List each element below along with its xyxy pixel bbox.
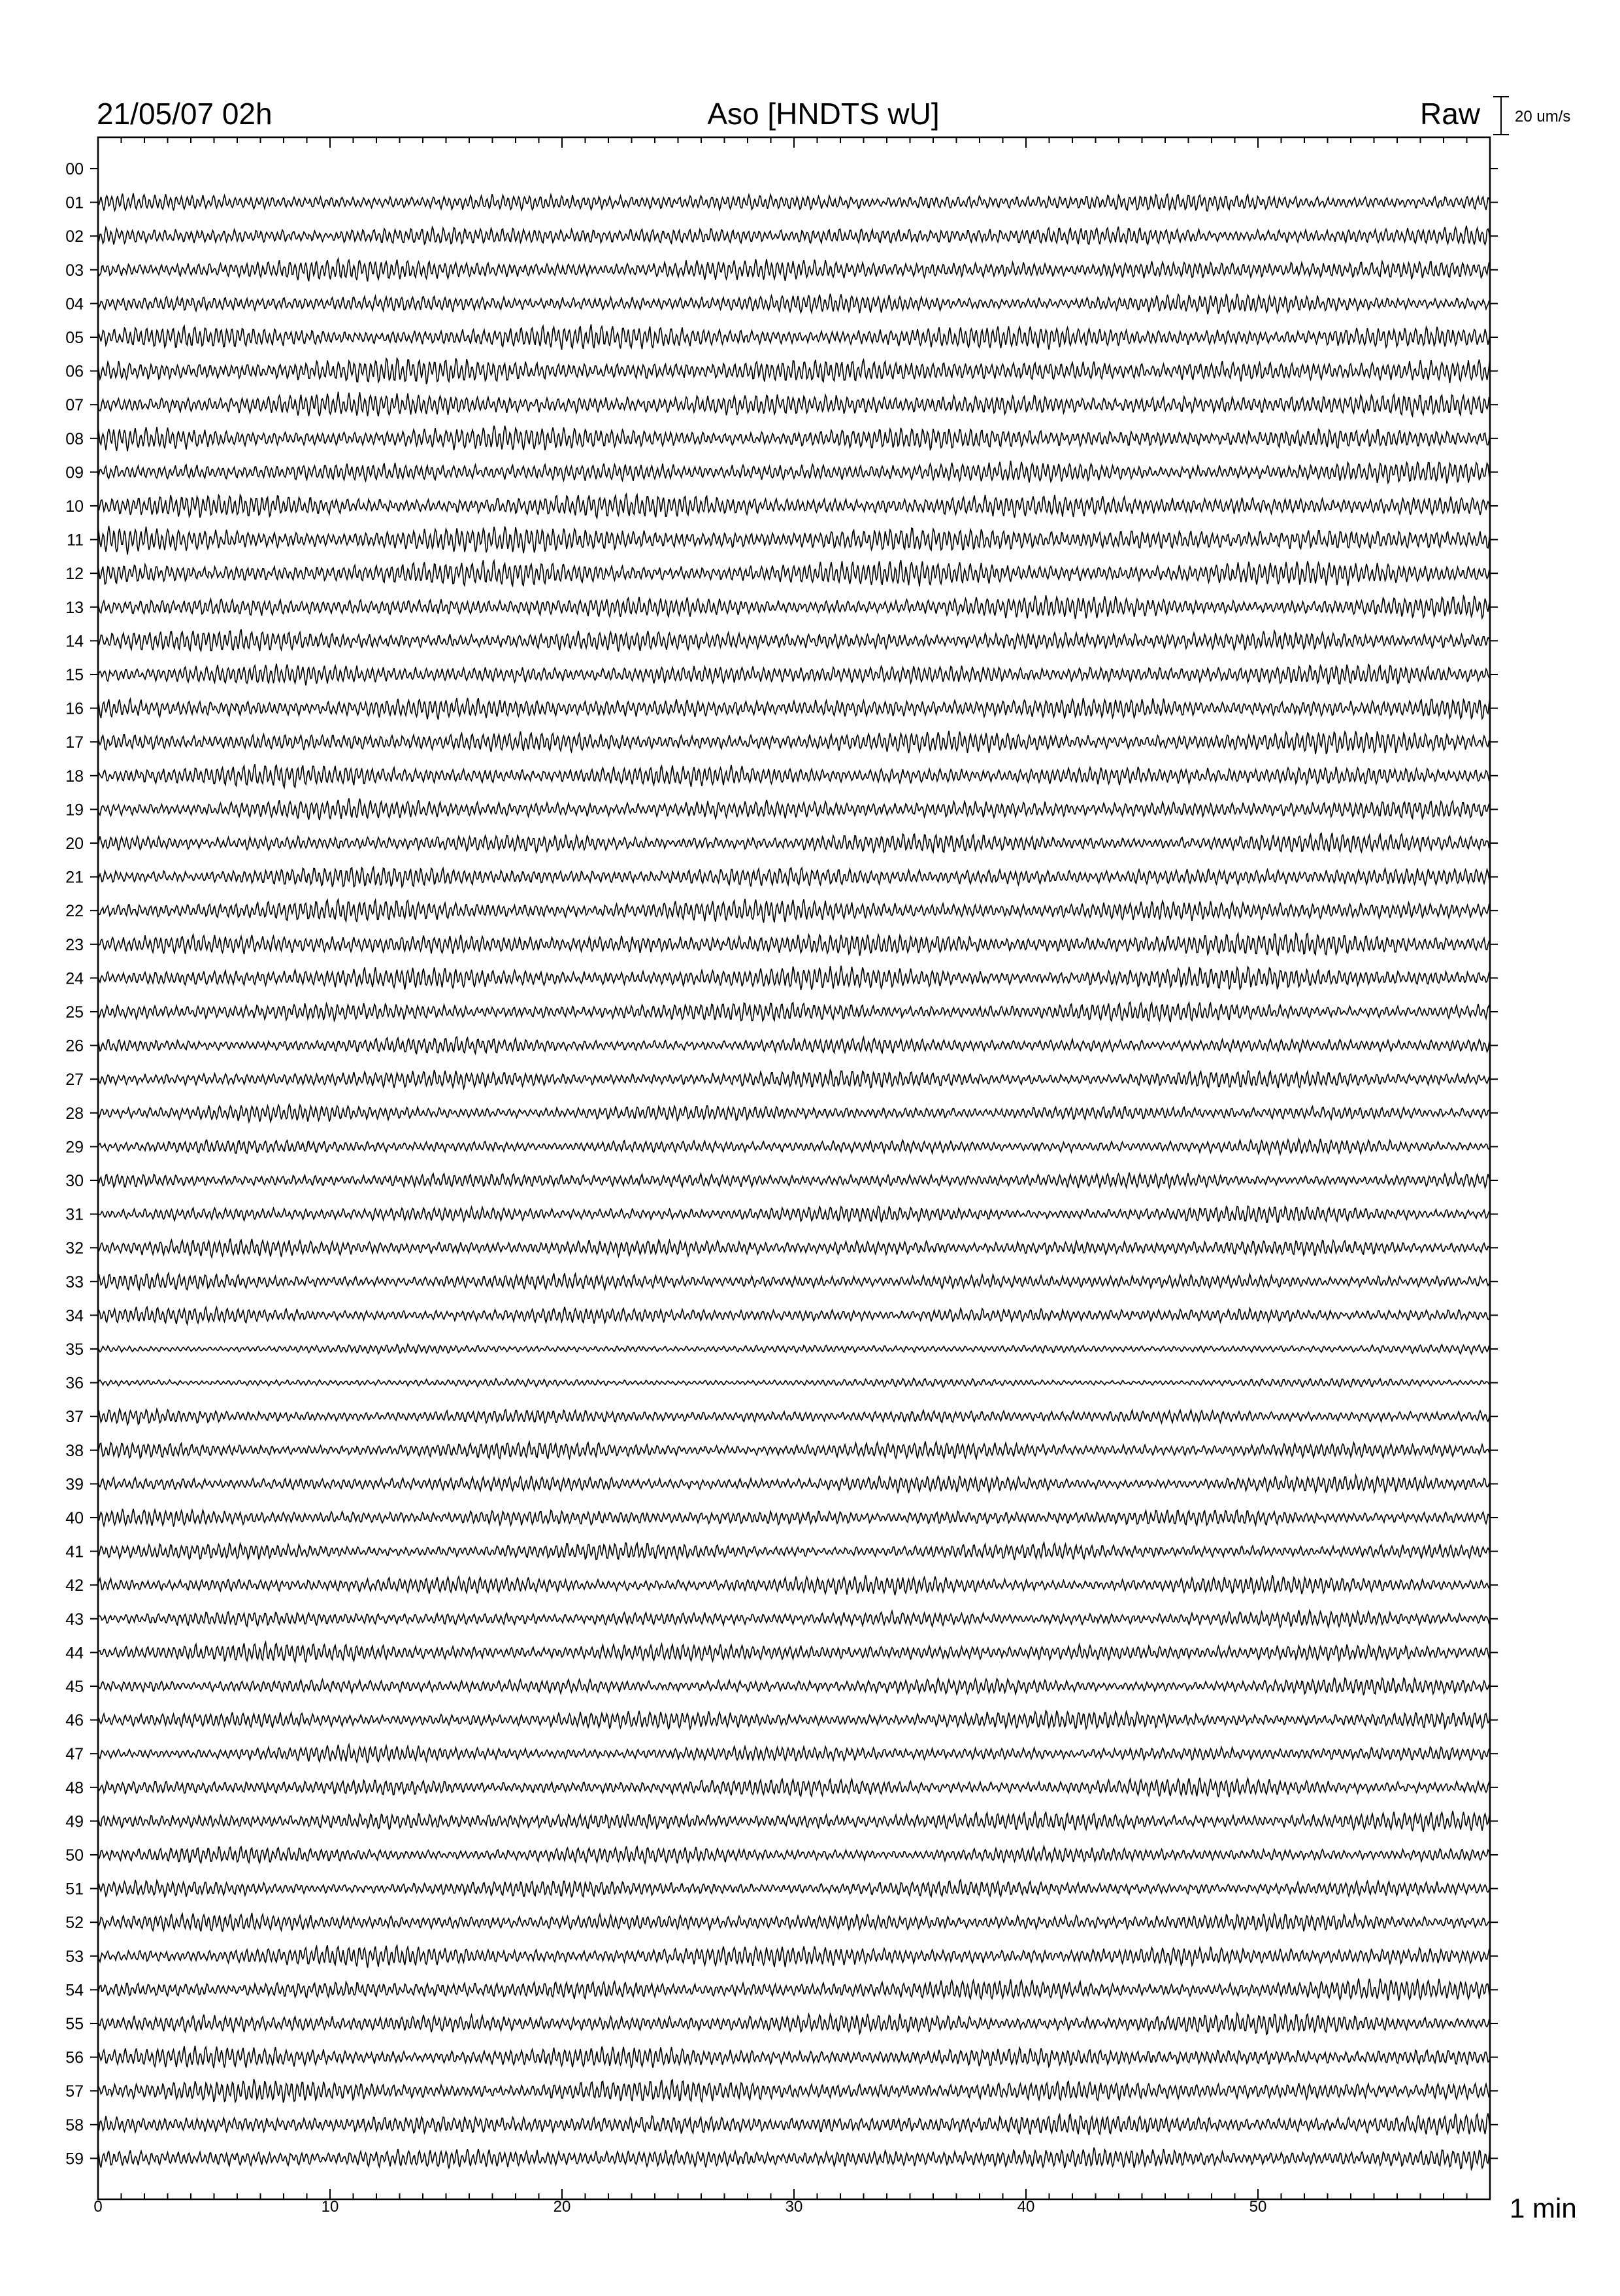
seismic-trace (98, 293, 1490, 314)
seismic-trace (98, 1378, 1490, 1387)
row-label: 47 (65, 1745, 84, 1764)
seismic-trace (98, 1037, 1490, 1054)
row-label: 16 (65, 699, 84, 718)
seismic-trace (98, 1711, 1490, 1730)
row-label: 50 (65, 1846, 84, 1865)
row-label: 48 (65, 1778, 84, 1797)
seismic-trace (98, 1409, 1490, 1425)
row-label: 17 (65, 733, 84, 752)
row-label: 52 (65, 1914, 84, 1933)
seismic-trace (98, 2079, 1490, 2103)
row-label: 54 (65, 1981, 84, 2000)
seismic-trace (98, 1678, 1490, 1695)
seismic-trace (98, 1173, 1490, 1188)
row-label: 35 (65, 1340, 84, 1359)
mode-label: Raw (1419, 97, 1480, 131)
seismic-trace (98, 764, 1490, 788)
frame-ticks (90, 137, 1498, 2199)
seismic-trace (98, 2013, 1490, 2034)
row-label: 44 (65, 1644, 84, 1663)
seismic-trace (98, 1778, 1490, 1797)
row-label: 41 (65, 1542, 84, 1561)
seismic-trace (98, 358, 1490, 384)
row-label: 45 (65, 1678, 84, 1696)
row-label: 19 (65, 801, 84, 820)
row-label: 31 (65, 1205, 84, 1224)
row-label: 12 (65, 565, 84, 584)
seismic-trace (98, 1105, 1490, 1122)
seismic-trace (98, 2046, 1490, 2068)
seismic-trace (98, 698, 1490, 720)
seismic-trace (98, 1880, 1490, 1897)
row-label: 21 (65, 868, 84, 887)
row-label: 58 (65, 2116, 84, 2135)
x-tick-label: 10 (321, 2198, 339, 2216)
seismic-trace (98, 899, 1490, 922)
seismic-trace (98, 867, 1490, 887)
row-label: 46 (65, 1711, 84, 1730)
seismic-trace (98, 1978, 1490, 2001)
seismic-trace (98, 1811, 1490, 1832)
seismic-trace (98, 1642, 1490, 1663)
row-label: 06 (65, 362, 84, 381)
time-unit-label: 1 min (1510, 2193, 1577, 2223)
seismic-trace (98, 1206, 1490, 1222)
seismic-trace (98, 324, 1490, 350)
row-labels (65, 160, 84, 2168)
seismic-trace (98, 1846, 1490, 1863)
row-label: 55 (65, 2015, 84, 2033)
x-tick-label: 0 (93, 2198, 103, 2216)
row-label: 57 (65, 2082, 84, 2101)
row-label: 53 (65, 1947, 84, 1966)
seismic-trace (98, 461, 1490, 484)
row-label: 59 (65, 2150, 84, 2169)
seismic-trace (98, 560, 1490, 586)
seismic-trace (98, 798, 1490, 820)
row-label: 14 (65, 632, 84, 651)
plot-frame (98, 137, 1490, 2199)
row-label: 43 (65, 1610, 84, 1629)
row-label: 15 (65, 666, 84, 684)
row-label: 00 (65, 160, 84, 178)
row-label: 09 (65, 463, 84, 482)
seismic-trace (98, 1744, 1490, 1763)
row-label: 13 (65, 598, 84, 617)
row-label: 23 (65, 935, 84, 954)
seismic-trace (98, 1273, 1490, 1289)
seismic-trace (98, 2114, 1490, 2136)
scale-bar-label: 20 um/s (1515, 108, 1571, 125)
row-label: 30 (65, 1172, 84, 1190)
seismic-trace (98, 1139, 1490, 1155)
seismic-trace (98, 226, 1490, 245)
row-label: 36 (65, 1374, 84, 1393)
row-label: 08 (65, 429, 84, 448)
row-label: 32 (65, 1239, 84, 1258)
seismic-trace (98, 392, 1490, 416)
row-label: 34 (65, 1306, 84, 1325)
row-label: 26 (65, 1037, 84, 1056)
row-label: 56 (65, 2048, 84, 2067)
seismic-trace (98, 1070, 1490, 1088)
row-label: 07 (65, 396, 84, 415)
row-label: 39 (65, 1475, 84, 1494)
row-label: 05 (65, 329, 84, 347)
row-label: 02 (65, 227, 84, 246)
row-label: 49 (65, 1812, 84, 1831)
seismic-trace (98, 526, 1490, 555)
row-label: 42 (65, 1576, 84, 1595)
x-tick-label: 40 (1017, 2198, 1035, 2216)
seismic-trace (98, 595, 1490, 619)
row-label: 27 (65, 1071, 84, 1090)
row-label: 03 (65, 261, 84, 280)
row-label: 11 (67, 531, 84, 550)
x-tick-label: 30 (785, 2198, 803, 2216)
row-label: 22 (65, 902, 84, 921)
row-label: 37 (65, 1408, 84, 1427)
row-label: 29 (65, 1138, 84, 1157)
seismic-trace (98, 1307, 1490, 1325)
row-label: 40 (65, 1509, 84, 1527)
row-label: 38 (65, 1441, 84, 1460)
seismic-trace (98, 629, 1490, 652)
x-tick-labels (93, 2198, 1266, 2216)
seismic-trace (98, 1610, 1490, 1627)
row-label: 18 (65, 767, 84, 786)
seismic-trace (98, 1002, 1490, 1022)
row-label: 28 (65, 1104, 84, 1123)
seismic-trace (98, 1441, 1490, 1459)
seismic-trace (98, 1542, 1490, 1559)
trace-group (98, 169, 1490, 2169)
seismic-trace (98, 664, 1490, 686)
seismic-trace (98, 966, 1490, 990)
row-label: 20 (65, 835, 84, 853)
seismic-trace (98, 425, 1490, 451)
seismic-trace (98, 1344, 1490, 1354)
seismic-trace (98, 1239, 1490, 1257)
seismic-trace (98, 193, 1490, 211)
seismic-trace (98, 494, 1490, 518)
datetime-label: 21/05/07 02h (97, 97, 273, 131)
seismic-trace (98, 1509, 1490, 1527)
x-tick-label: 20 (553, 2198, 571, 2216)
seismic-trace (98, 933, 1490, 956)
row-label: 25 (65, 1003, 84, 1022)
seismic-trace (98, 1913, 1490, 1932)
seismic-trace (98, 731, 1490, 754)
row-label: 51 (65, 1880, 84, 1899)
row-label: 01 (65, 193, 84, 212)
seismic-trace (98, 1945, 1490, 1967)
row-label: 33 (65, 1273, 84, 1291)
seismic-trace (98, 259, 1490, 282)
seismic-trace (98, 1575, 1490, 1595)
x-tick-label: 50 (1249, 2198, 1267, 2216)
row-label: 04 (65, 295, 84, 314)
seismic-trace (98, 2148, 1490, 2169)
seismic-trace (98, 833, 1490, 852)
scale-bar (1493, 97, 1509, 135)
row-label: 10 (65, 497, 84, 516)
station-title: Aso [HNDTS wU] (707, 97, 940, 131)
row-label: 24 (65, 969, 84, 988)
seismic-trace (98, 1475, 1490, 1493)
